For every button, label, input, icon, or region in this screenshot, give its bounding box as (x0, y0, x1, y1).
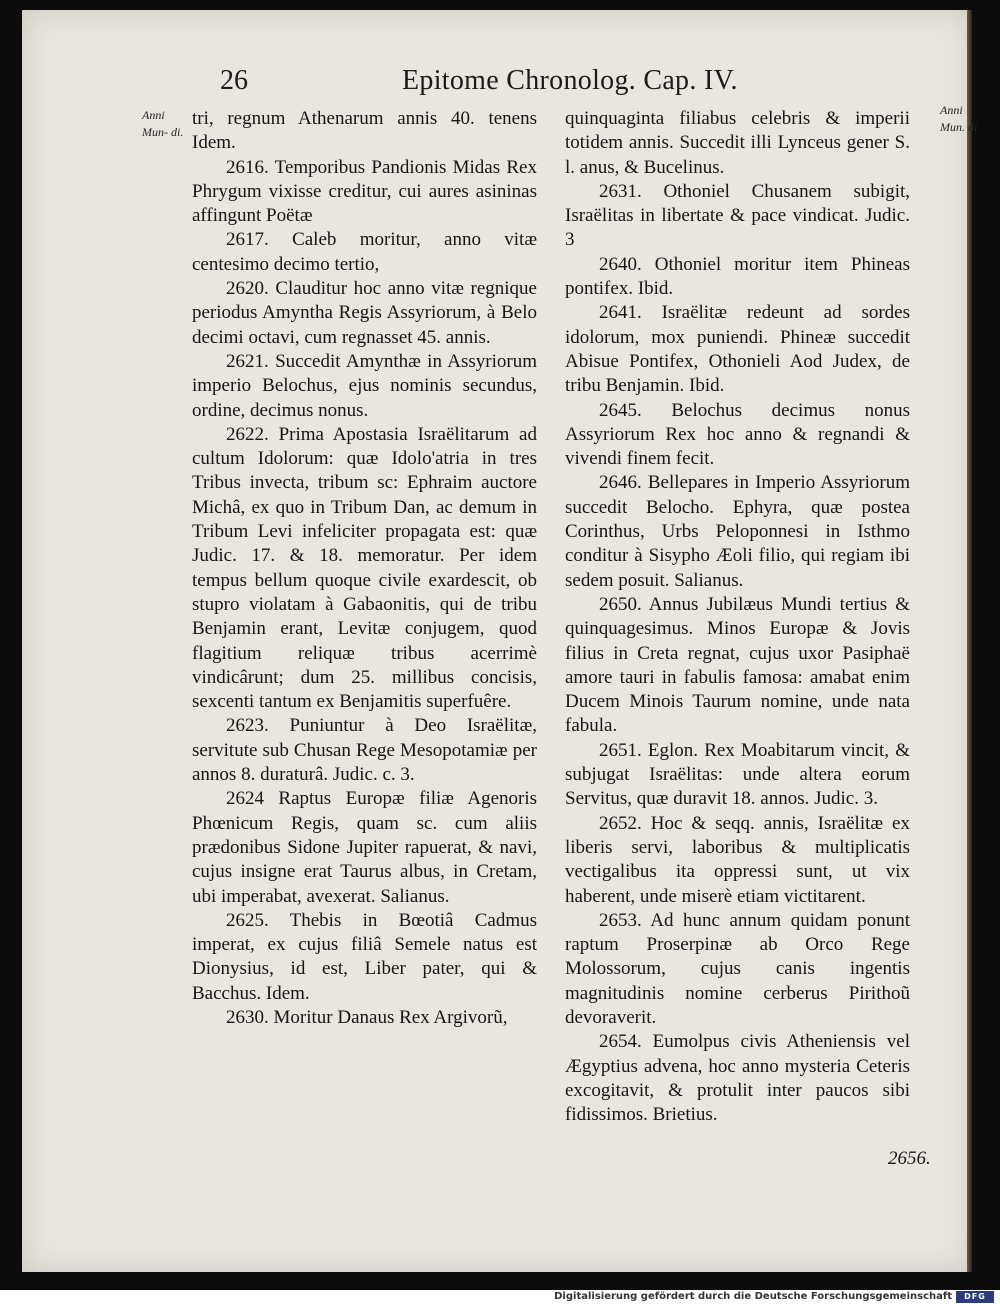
page-header (22, 65, 972, 105)
text-entry: 2616. Temporibus Pandionis Midas Rex Phrygum vixisse creditur, cui aures asininas affingunt Poëtæ (192, 156, 537, 227)
page-spine-edge (967, 10, 972, 1272)
right-text-column (565, 107, 910, 1127)
page-number: 26 (220, 65, 248, 96)
text-entry: 2640. Othoniel moritur item Phineas pontifex. Ibid. (565, 253, 910, 300)
text-entry: 2622. Prima Apostasia Israëlitarum ad cultum Idolorum: quæ Idolo'atria in tres Tribus invecta, tribum sc: Ephraim auctore Michâ, ex quo in Tribum Dan, ac demum in Tribum Levi infeliciter propagata est: quæ Judic. 17. & 18. memoratur. Per idem tempus bellum quoque civile exardescit, ob stupro violatam à Gabaonitis, qui de tribu Benjamin erant, Levitæ conjugem, quod flagitium reliquæ tribus acerrimè vindicârunt; dum 25. millibus concisis, sexcenti tantum ex Benjamitis superfuêre. (192, 423, 537, 713)
text-entry: 2652. Hoc & seqq. annis, Israëlitæ ex liberis servi, laboribus & multiplicatis vectigalibus ita oppressi sunt, ut vix haberent, unde miserè etiam victitarent. (565, 812, 910, 907)
text-entry: 2651. Eglon. Rex Moabitarum vincit, & subjugat Israëlitas: unde altera eorum Servitus, quæ duravit 18. annos. Judic. 3. (565, 739, 910, 810)
text-entry: 2653. Ad hunc annum quidam ponunt raptum Proserpinæ ab Orco Rege Molossorum, cujus canis ingentis magnitudinis nomine cerberus Pirithoũ devoraverit. (565, 909, 910, 1028)
text-entry: 2624 Raptus Europæ filiæ Agenoris Phœnicum Regis, quam sc. cum aliis prædonibus Sidone Jupiter rapuerat, & navi, cujus insigne erat Taurus albus, in Cretam, ubi imperabat, avexerat. Salianus. (192, 788, 537, 907)
text-entry: 2630. Moritur Danaus Rex Argivorũ, (226, 1006, 508, 1028)
margin-note-right: Anni Mun. di. (940, 103, 981, 134)
text-entry: 2625. Thebis in Bœotiâ Cadmus imperat, ex cujus filiâ Semele natus est Dionysius, id est, Liber pater, qui & Bacchus. Idem. (192, 909, 537, 1004)
text-entry: 2617. Caleb moritur, anno vitæ centesimo decimo tertio, (192, 229, 537, 275)
text-entry: 2654. Eumolpus civis Atheniensis vel Ægyptius advena, hoc anno mysteria Ceteris excogitavit, & protulit inter paucos sibi fidissimos. Brietius. (565, 1031, 910, 1126)
text-entry: 2641. Israëlitæ redeunt ad sordes idolorum, mox puniendi. Phineæ succedit Abisue Pontifex, Othonieli Aod Judex, de tribu Benjamin. Ibid. (565, 302, 910, 397)
running-head: Epitome Chronolog. Cap. IV. (402, 65, 738, 96)
text-entry: 2620. Clauditur hoc anno vitæ regnique periodus Amyntha Regis Assyriorum, à Belo decimi octavi, cum regnasset 45. annis. (192, 278, 537, 348)
text-entry: 2631. Othoniel Chusanem subigit, Israëlitas in libertate & pace vindicat. Judic. 3 (565, 180, 910, 251)
footer-bar (0, 1290, 1000, 1304)
text-entry: 2645. Belochus decimus nonus Assyriorum Rex hoc anno & regnandi & vivendi finem fecit. (565, 399, 910, 470)
footer-credit: Digitalisierung gefördert durch die Deutsche Forschungsgemeinschaft (554, 1291, 952, 1302)
text-entry: 2646. Bellepares in Imperio Assyriorum succedit Belocho. Ephyra, quæ postea Corinthus, Urbs Peloponnesi in Isthmo conditur à Sisypho Æoli filio, qui regiam ibi sedem posuit. Salianus. (565, 472, 910, 591)
text-entry: 2621. Succedit Amynthæ in Assyriorum imperio Belochus, ejus nominis secundus, ordine, decimus nonus. (192, 350, 537, 421)
catchword: 2656. (888, 1148, 931, 1169)
dfg-logo: DFG (956, 1291, 994, 1303)
book-page (22, 10, 981, 1272)
margin-note-left: Anni Mun- di. (142, 108, 184, 139)
text-entry: 2623. Puniuntur à Deo Israëlitæ, servitute sub Chusan Rege Mesopotamiæ per annos 8. duraturâ. Judic. c. 3. (192, 715, 537, 786)
text-entry: quinquaginta filiabus celebris & imperii totidem annis. Succedit illi Lynceus gener S. l. anus, & Bucelinus. (565, 108, 910, 178)
text-entry: tri, regnum Athenarum annis 40. tenens Idem. (192, 108, 537, 154)
left-text-column (192, 107, 537, 1030)
text-entry: 2650. Annus Jubilæus Mundi tertius & quinquagesimus. Minos Europæ & Jovis filius in Creta regnat, cujus uxor Pasiphaë amore tauri in fabulis famosa: amabat enim Ducem Minois Taurum nomine, unde nata fabula. (565, 593, 910, 737)
